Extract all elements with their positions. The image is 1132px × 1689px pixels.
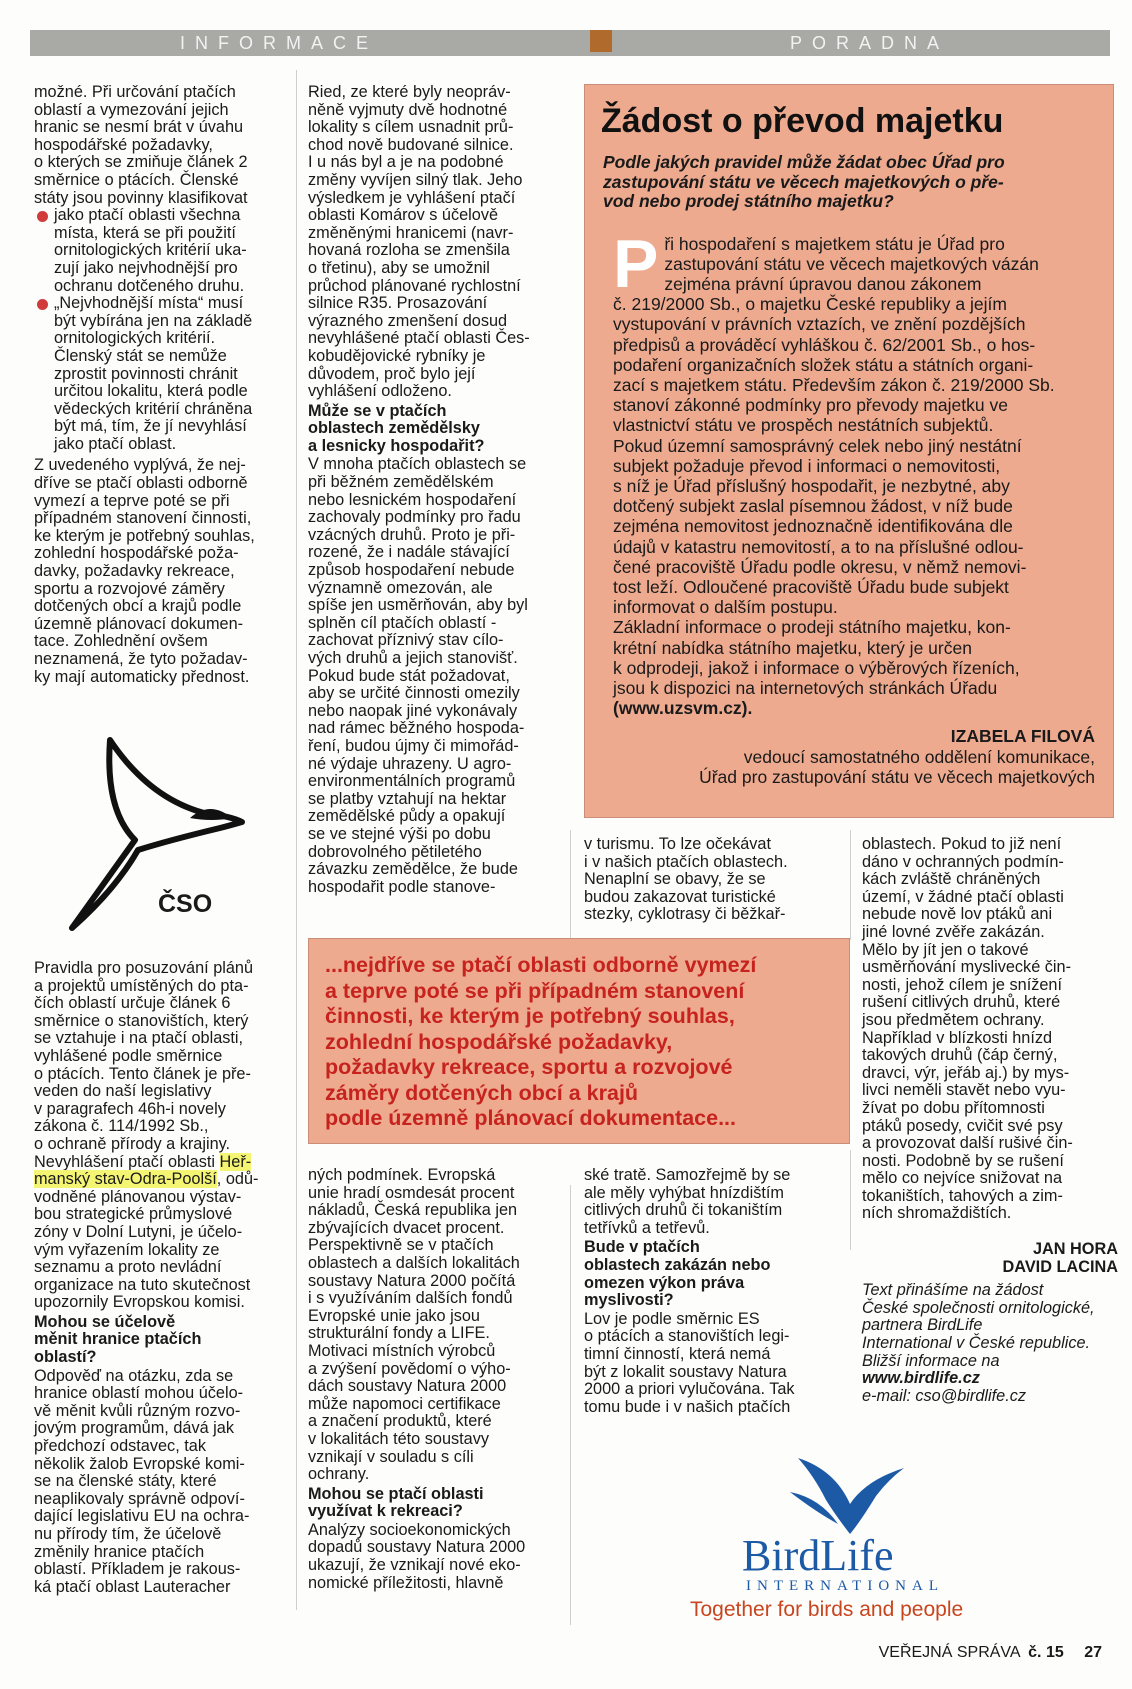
text-line: nebo naopak jiné vykonávaly: [308, 701, 518, 720]
text-line: spíše jen usměrňován, aby byl: [308, 596, 528, 615]
question-heading: [34, 1314, 292, 1367]
text-line: ření, budou újmy či mimořád-: [308, 736, 519, 755]
cso-logo: [60, 730, 270, 940]
text-line: jako ptačí oblasti všechna: [54, 206, 241, 225]
column-rule: [850, 830, 851, 940]
text-line: neznamená, že tyto požadav-: [34, 650, 248, 668]
text-line: jako ptačí oblast.: [54, 434, 177, 453]
text-line: ři hospodaření s majetkem státu je Úřad pro: [664, 233, 1005, 254]
text-line: Mohou se účelově: [34, 1312, 176, 1331]
text-line: vlastnictví státu ve prospěch nestátních subjektů.: [613, 415, 994, 436]
paragraph: [584, 1311, 842, 1417]
text-line: nebude nově lov ptáků ani: [862, 905, 1053, 924]
text-line: vých druhů a jejich stanovišť.: [308, 649, 518, 667]
info-box: [584, 84, 1114, 818]
text-line: partnera BirdLife: [862, 1316, 983, 1335]
highlight: Heř-: [219, 1152, 252, 1171]
text-line: rušení citlivých druhů, které: [862, 993, 1061, 1012]
text-line: Lov je podle směrnic ES: [584, 1309, 760, 1328]
text-line: Text přinášíme na žádost: [862, 1281, 1044, 1300]
text-line: splněn cíl ptačích oblastí -: [308, 613, 497, 632]
text-line: aby se určité činnosti omezily: [308, 684, 520, 703]
text-line: Mělo by jít jen o takové: [862, 940, 1029, 959]
text-line: a projektů umístěných do pta-: [34, 976, 249, 995]
bullet-dot-icon: [37, 211, 48, 222]
text-line: nu přírody tím, že účelově: [34, 1525, 222, 1543]
header-left: INFORMACE: [180, 33, 378, 53]
text-line: jovým programům, dává jak: [34, 1419, 234, 1438]
text-line: a lesnicky hospodařit?: [308, 436, 485, 455]
text-line: nosti, jehož cílem je snížení: [862, 975, 1062, 994]
text-line: Evropské unie jako jsou: [308, 1306, 480, 1325]
text-line: tost leží. Odloučené pracoviště Úřadu bude subjekt: [613, 576, 1009, 597]
text-line: čích oblastí určuje článek 6: [34, 994, 231, 1013]
text-line: myslivosti?: [584, 1291, 674, 1310]
footer-page: 27: [1084, 1644, 1102, 1661]
text-line: ních shromaždištích.: [862, 1204, 1012, 1223]
text-line: vyhlášení odloženo.: [308, 382, 452, 401]
text-line: dách soustavy Natura 2000: [308, 1377, 507, 1396]
column-1-lower: [34, 960, 292, 1596]
text-line: vymezí a teprve poté se při: [34, 491, 230, 510]
text-line: omezen výkon práva: [584, 1273, 745, 1292]
text-line: při běžném zemědělském: [308, 473, 494, 492]
text-line: Pokud územní samosprávný celek nebo jiný nestátní: [613, 435, 1022, 456]
text-line: několik žalob Evropské komi-: [34, 1454, 245, 1473]
text-line: významně omezován, ale: [308, 578, 493, 597]
text-line: o ptácích. Tento článek je pře-: [34, 1064, 251, 1083]
text-line: vě měnit kvůli různým rozvo-: [34, 1401, 241, 1420]
box-url[interactable]: (www.uzsvm.cz).: [613, 698, 753, 719]
text-line: nomické příležitosti, hlavně: [308, 1573, 504, 1592]
text-line: územně plánovací dokumen-: [34, 614, 244, 633]
text-line: tokaništích, tahových a zim-: [862, 1186, 1063, 1205]
text-line: podle územně plánovací dokumentace...: [325, 1106, 736, 1130]
text-line: oblastech a dalších lokalitách: [308, 1253, 520, 1272]
text-line: i v našich ptačích oblastech.: [584, 852, 788, 871]
bullet-list: [34, 207, 292, 453]
text-line: tomu bude i v našich ptačích: [584, 1397, 791, 1416]
text-line: Pravidla pro posuzování plánů: [34, 959, 254, 977]
text-line: v paragrafech 46h-i novely: [34, 1099, 226, 1118]
text-line: využívat k rekreaci?: [308, 1502, 463, 1521]
text-line: v turismu. To lze očekávat: [584, 835, 772, 853]
text-line: vznikají v souladu s cíli: [308, 1447, 474, 1466]
text-line: zachovaly podmínky pro řadu: [308, 508, 521, 527]
text-line: důvodem, proč bylo její: [308, 364, 476, 383]
text-line: Motivaci místních výrobců: [308, 1341, 496, 1360]
column-3-lower: [584, 1167, 842, 1416]
paragraph: [584, 836, 842, 924]
text-line: nákladů, Česká republika jen: [308, 1201, 518, 1220]
text-line: o ptácích a stanovištích legi-: [584, 1327, 790, 1346]
text-line: stezky, cyklotrasy či běžkař-: [584, 905, 786, 924]
text-line: vystupování v právních vztazích, ve znění pozdějších: [613, 314, 1026, 335]
text-line: zóny v Dolní Lutyni, je účelo-: [34, 1222, 243, 1241]
question-heading: [584, 1239, 842, 1309]
text-line: oblasti Komárov s účelově: [308, 206, 499, 225]
text-line: neaplikovaly správně odpoví-: [34, 1489, 245, 1508]
text-line: Podle jakých pravidel může žádat obec Úřad pro: [603, 152, 1005, 172]
text-line: stanoví zákonné podmínky pro převody majetku ve: [613, 395, 1008, 416]
text-line: veden do naší legislativy: [34, 1082, 212, 1101]
text-line: České společnosti ornitologické,: [862, 1298, 1095, 1317]
text-line: ky mají automaticky přednost.: [34, 667, 250, 686]
column-2-lower: [308, 1167, 566, 1592]
text-line: něně vyjmuty dvě hodnotné: [308, 100, 508, 119]
paragraph: [862, 836, 1120, 1223]
text-line: výrazného zmenšení dosud: [308, 311, 508, 330]
source-web[interactable]: www.birdlife.cz: [862, 1369, 980, 1388]
text-line: ných podmínek. Evropská: [308, 1166, 496, 1184]
column-rule: [570, 1185, 571, 1625]
text-line: státy jsou povinny klasifikovat: [34, 188, 248, 207]
column-1: [34, 84, 292, 686]
text-line: zastupování státu ve věcech majetkových o pře-: [603, 171, 1004, 192]
box-signature: IZABELA FILOVÁ vedoucí samostatného oddělení komunikace, Úřad pro zastupování státu ve věcech majetkových: [699, 726, 1095, 787]
text-line: timní činností, která nemá: [584, 1344, 771, 1363]
text-line: o kterých se zmiňuje článek 2: [34, 153, 248, 172]
text-line: a provozovat další rušivé čin-: [862, 1134, 1073, 1153]
text-line: Mohou se ptačí oblasti: [308, 1484, 484, 1503]
text-line: ornitologických kritérií.: [54, 329, 216, 348]
text-line: kobudějovické rybníky je: [308, 346, 486, 365]
text-line: změny vyvíjen silný tlak. Jeho: [308, 170, 523, 189]
text-line: „Nejvhodnější místa“ musí: [54, 294, 244, 313]
text-line: vyhlášené podle směrnice: [34, 1046, 223, 1065]
text-line: území, v žádné ptačí oblasti: [862, 887, 1064, 906]
text-line: měnit hranice ptačích: [34, 1330, 202, 1349]
text-line: unie hradí osmdesát procent: [308, 1183, 515, 1202]
text-line: zejména nemovitost jednoznačně identifikována dle: [613, 516, 1013, 537]
paragraph: [308, 1167, 566, 1484]
text-line: o ochraně přírody a krajiny.: [34, 1134, 231, 1153]
header-right: PORADNA: [790, 33, 950, 53]
text-line: oblastí. Příkladem je rakous-: [34, 1560, 241, 1579]
text-line: dáno v ochranných podmín-: [862, 852, 1064, 871]
text-line: dobrovolného pětiletého: [308, 842, 482, 861]
cso-logo-label: ČSO: [158, 890, 213, 918]
text-line: možné. Při určování ptačích: [34, 83, 236, 101]
text-line: dříve se ptačí oblasti odborně: [34, 474, 248, 493]
paragraph: [34, 457, 292, 686]
text-line: vým vyřazením lokality ze: [34, 1240, 220, 1259]
text-line: dravci, výr, jeřáb aj.) by mys-: [862, 1063, 1070, 1082]
text-line: né výdaje uhrazeny. U agro-: [308, 754, 512, 773]
text-line: předpisů a prováděcí vyhláškou č. 62/2001 Sb., o hos-: [613, 334, 1036, 355]
paragraph: [308, 456, 566, 896]
text-line: Bližší informace na: [862, 1351, 1000, 1370]
text-line: Pokud bude stát požadovat,: [308, 666, 510, 685]
text-line: dopadů soustavy Natura 2000: [308, 1538, 526, 1557]
text-line: Perspektivně se v ptačích: [308, 1236, 494, 1255]
text-line: krétní nabídka státního majetku, který je určen: [613, 637, 972, 658]
text-line: být z lokalit soustavy Natura: [584, 1362, 787, 1381]
footer-publication: VEŘEJNÁ SPRÁVA: [878, 1644, 1020, 1661]
column-4: [862, 836, 1120, 1405]
text-line: zohlední hospodářské poža-: [34, 544, 239, 563]
paragraph-intro: [34, 84, 292, 207]
text-line: průchod plánované rychlostní: [308, 276, 521, 295]
text-line: směrnice o stanovištích, který: [34, 1011, 249, 1030]
text-line: kách zvláště chráněných: [862, 870, 1041, 889]
text-line: ornitologických kritérií uka-: [54, 241, 247, 260]
text-line: způsob hospodaření nebude: [308, 561, 515, 580]
text-line: Členský stát se nemůže: [54, 346, 227, 365]
authors: JAN HORA DAVID LACINA: [1002, 1240, 1118, 1276]
text-line: V mnoha ptačích oblastech se: [308, 455, 527, 474]
paragraph-highlighted: Nevyhlášení ptačí oblasti Heř- manský stav-Odra-Poolší, odů- vodněné plánovanou výstav- bou strategické průmyslové zóny v Dolní Lutyni, je účelo- vým vyřazením lokality ze seznamu a proto nevládní organizace na tuto skutečnost upozornily Evropskou komisi.: [34, 1152, 259, 1312]
text-line: zejména právní úpravou danou zákonem: [664, 273, 982, 294]
text-line: bou strategické průmyslové: [34, 1205, 233, 1224]
box-title: Žádost o převod majetku: [601, 102, 1004, 140]
text-line: výsledkem je vyhlášení ptačí: [308, 188, 516, 207]
text-line: určitou lokalitu, která podle: [54, 382, 248, 401]
text-line: ochrany.: [308, 1465, 370, 1484]
paragraph: [584, 1167, 842, 1237]
text-line: Nenaplní se obavy, že se: [584, 870, 766, 889]
text-line: Bude v ptačích: [584, 1238, 700, 1257]
text-line: se vztahuje i na ptačí oblasti,: [34, 1029, 244, 1048]
highlight: manský stav-Odra-Poolší: [34, 1170, 217, 1189]
text-line: se platby vztahují na hektar: [308, 789, 507, 808]
text-line: změnily hranice ptačích: [34, 1542, 205, 1561]
text-line: nad rámec běžného hospoda-: [308, 719, 525, 738]
text-line: oblastech zakázán nebo: [584, 1255, 771, 1274]
text-line: i s využíváním dalších fondů: [308, 1289, 513, 1308]
text-line: upozornily Evropskou komisi.: [34, 1293, 245, 1312]
dropcap: P: [613, 225, 659, 302]
text-line: International v České republice.: [862, 1334, 1091, 1353]
text-line: silnice R35. Prosazování: [308, 294, 488, 313]
pull-quote: [308, 938, 850, 1144]
source-email[interactable]: e-mail: cso@birdlife.cz: [862, 1386, 1027, 1405]
paragraph: [34, 1368, 292, 1597]
text-line: nebo lesnickém hospodaření: [308, 490, 517, 509]
text-line: jsou k dispozici na internetových stránkách Úřadu: [613, 677, 998, 698]
text-line: předchozí odstavec, tak: [34, 1437, 206, 1456]
question-heading: [308, 1486, 566, 1521]
text-line: ptáků posedy, cvičit své psy: [862, 1116, 1063, 1135]
text-line: být vybírána jen na základě: [54, 311, 253, 330]
text-line: Základní informace o prodeji státního majetku, kon-: [613, 617, 1011, 638]
text-line: zbývajících dvacet procent.: [308, 1218, 505, 1237]
text-line: citlivých druhů či tokaništím: [584, 1201, 783, 1220]
text-line: ...nejdříve se ptačí oblasti odborně vymezí: [325, 953, 757, 977]
text-line: vzácných druhů. Proto je při-: [308, 525, 516, 544]
paragraph: [308, 84, 566, 401]
text-line: se na členské státy, které: [34, 1472, 217, 1491]
text-line: Ried, ze které byly neopráv-: [308, 83, 511, 101]
text-line: podaření organizačních složek státu a státních organi-: [613, 354, 1034, 375]
text-line: oblastech zemědělsky: [308, 419, 480, 438]
text-line: Například v blízkosti hnízd: [862, 1028, 1053, 1047]
text-line: v lokalitách této soustavy: [308, 1429, 489, 1448]
text-line: ské tratě. Samozřejmě by se: [584, 1166, 791, 1184]
text-line: sportu a rozvojové záměry: [34, 579, 225, 598]
text-line: Odpověď na otázku, zda se: [34, 1366, 234, 1385]
bullet-item: [34, 295, 292, 453]
text-line: žívat po dobu přítomnosti: [862, 1098, 1045, 1117]
text-line: zachovat příznivý stav cílo-: [308, 631, 504, 650]
text-line: budou zakazovat turistické: [584, 887, 776, 906]
text-line: jsou předmětem ochrany.: [862, 1010, 1045, 1029]
text-line: zákona č. 114/1992 Sb.,: [34, 1117, 209, 1136]
text-line: zují jako nejvhodnější pro: [54, 258, 238, 277]
text-line: hospodářské požadavky,: [34, 135, 213, 154]
text-line: vodněné plánovanou výstav-: [34, 1187, 242, 1206]
birdlife-name: BirdLife: [742, 1531, 894, 1580]
text-line: činnosti, ke kterým je potřebný souhlas,: [325, 1004, 735, 1028]
text-line: usměrňování myslivecké čin-: [862, 958, 1072, 977]
text-line: č. 219/2000 Sb., o majetku České republiky a jejím: [613, 294, 1007, 315]
text-line: nosti. Podobně by se rušení: [862, 1151, 1064, 1170]
text-line: vědeckých kritérií chráněna: [54, 399, 253, 418]
text-line: zací s majetkem státu. Především zákon č. 219/2000 Sb.: [613, 374, 1055, 395]
text-line: záměry dotčených obcí a krajů: [325, 1080, 639, 1105]
text-line: ochranu dotčeného druhu.: [54, 276, 245, 295]
column-2: [308, 84, 566, 896]
text-line: vod nebo prodej státního majetku?: [603, 191, 894, 211]
text-line: zemědělské půdy a opakují: [308, 807, 506, 826]
text-line: oblastí a vymezování jejich: [34, 100, 229, 119]
text-line: místa, která se při použití: [54, 223, 236, 242]
text-line: organizace na tuto skutečnost: [34, 1275, 251, 1294]
text-line: oblastech. Pokud to již není: [862, 835, 1062, 853]
birdlife-sub: INTERNATIONAL: [746, 1578, 944, 1594]
column-rule: [296, 70, 297, 1610]
text-line: o třetinu), aby se umožnil: [308, 258, 490, 277]
text-line: požadavky rekreace, sportu a rozvojové: [325, 1055, 733, 1079]
text-line: oblastí?: [34, 1348, 97, 1367]
text-line: zprostit povinnosti chránit: [54, 364, 238, 383]
text-line: takových druhů (čáp černý,: [862, 1046, 1058, 1065]
text-line: lokality s cílem usnadnit prů-: [308, 118, 514, 137]
text-line: může napomoci certifikace: [308, 1394, 501, 1413]
text-line: Analýzy socioekonomických: [308, 1520, 511, 1539]
text-line: případném stanovení činnosti,: [34, 509, 252, 528]
text-line: ale měly vyhýbat hnízdištím: [584, 1183, 784, 1202]
text-line: nevyhlášené ptačí oblasti Čes-: [308, 329, 530, 348]
box-question: [601, 153, 1095, 212]
text-line: seznamu a proto nevládní: [34, 1258, 222, 1277]
text-line: dotčený subjekt zaslal písemnou žádost, v níž bude: [613, 496, 1013, 517]
text-line: a zvýšení povědomí o výho-: [308, 1359, 511, 1378]
text-line: jiné lovné zvěře zakázán.: [862, 922, 1045, 941]
box-body: [601, 225, 1095, 719]
column-rule: [850, 1150, 851, 1250]
text-line: Z uvedeného vyplývá, že nej-: [34, 456, 246, 475]
text-line: zastupování státu ve věcech majetkových vázán: [664, 253, 1039, 274]
birdlife-logo: [690, 1452, 1020, 1622]
bullet-dot-icon: [37, 299, 48, 310]
footer-issue: č. 15: [1028, 1644, 1064, 1661]
text-line: I u nás byl a je na podobné: [308, 153, 504, 172]
text-line: a značení produktů, které: [308, 1412, 492, 1431]
paragraph: [308, 1522, 566, 1592]
text-line: rozené, že i nadále stávající: [308, 543, 510, 562]
text-line: být má, tím, že jí nevyhlásí: [54, 417, 247, 436]
text-line: environmentálních programů: [308, 772, 516, 791]
header-square: [590, 30, 612, 52]
text-line: chod nově budované silnice.: [308, 135, 514, 154]
text-line: čené pracoviště Úřadu podle okresu, v němž nemovi-: [613, 556, 1027, 577]
text-line: informovat o dalším postupu.: [613, 597, 838, 618]
text-line: k odprodeji, jakož i informace o výběrových řízeních,: [613, 657, 1020, 678]
text-line: závazku zemědělce, že bude: [308, 860, 518, 879]
text-line: soustavy Natura 2000 počítá: [308, 1271, 516, 1290]
text-line: tace. Zohlednění ovšem: [34, 632, 208, 651]
text-line: s níž je Úřad příslušný hospodařit, je nezbytné, aby: [613, 475, 1010, 496]
text-line: dající legislativu EU na ochra-: [34, 1507, 250, 1526]
birdlife-tagline: Together for birds and people: [690, 1598, 964, 1621]
text-line: hovaná rozloha se zmenšila: [308, 241, 510, 260]
text-line: 2000 a priori vylučována. Tak: [584, 1380, 795, 1399]
text-line: údajů v katastru nemovitostí, a to na příslušné odlou-: [613, 536, 1024, 557]
text-line: mělo co nejvíce snižovat na: [862, 1169, 1063, 1188]
page-footer: [879, 1644, 1102, 1662]
source-note: [862, 1282, 1120, 1370]
column-3: [584, 836, 842, 924]
text-line: zohlední hospodářské požadavky,: [325, 1029, 673, 1054]
text-line: ke kterým je potřebný souhlas,: [34, 526, 255, 545]
text-line: hospodařit podle stanove-: [308, 877, 496, 896]
text-line: strukturální fondy a LIFE.: [308, 1324, 490, 1343]
text-line: dotčených obcí a krajů podle: [34, 597, 242, 616]
text-line: davky, požadavky rekreace,: [34, 562, 235, 581]
text-line: ká ptačí oblast Lauteracher: [34, 1577, 231, 1596]
text-line: se ve stejné výši po dobu: [308, 824, 491, 843]
bullet-item: [34, 207, 292, 295]
question-heading: [308, 403, 566, 456]
text-line: změněnými hranicemi (navr-: [308, 223, 514, 242]
text-line: tetřívků a tetřevů.: [584, 1218, 710, 1237]
text-line: směrnice o ptácích. Členské: [34, 170, 239, 189]
text-line: hranic se nesmí brát v úvahu: [34, 118, 244, 137]
section-header: [30, 30, 1110, 56]
paragraph: [34, 960, 292, 1154]
text-line: subjekt požaduje převod i informaci o nemovitosti,: [613, 455, 1001, 476]
text-line: a teprve poté se při případném stanovení: [325, 978, 745, 1003]
text-line: Může se v ptačích: [308, 401, 447, 420]
text-line: ukazují, že vznikají nové eko-: [308, 1556, 521, 1575]
text-line: livci neměli stavět nebo vyu-: [862, 1081, 1066, 1100]
text-line: hranice oblastí mohou účelo-: [34, 1384, 244, 1403]
